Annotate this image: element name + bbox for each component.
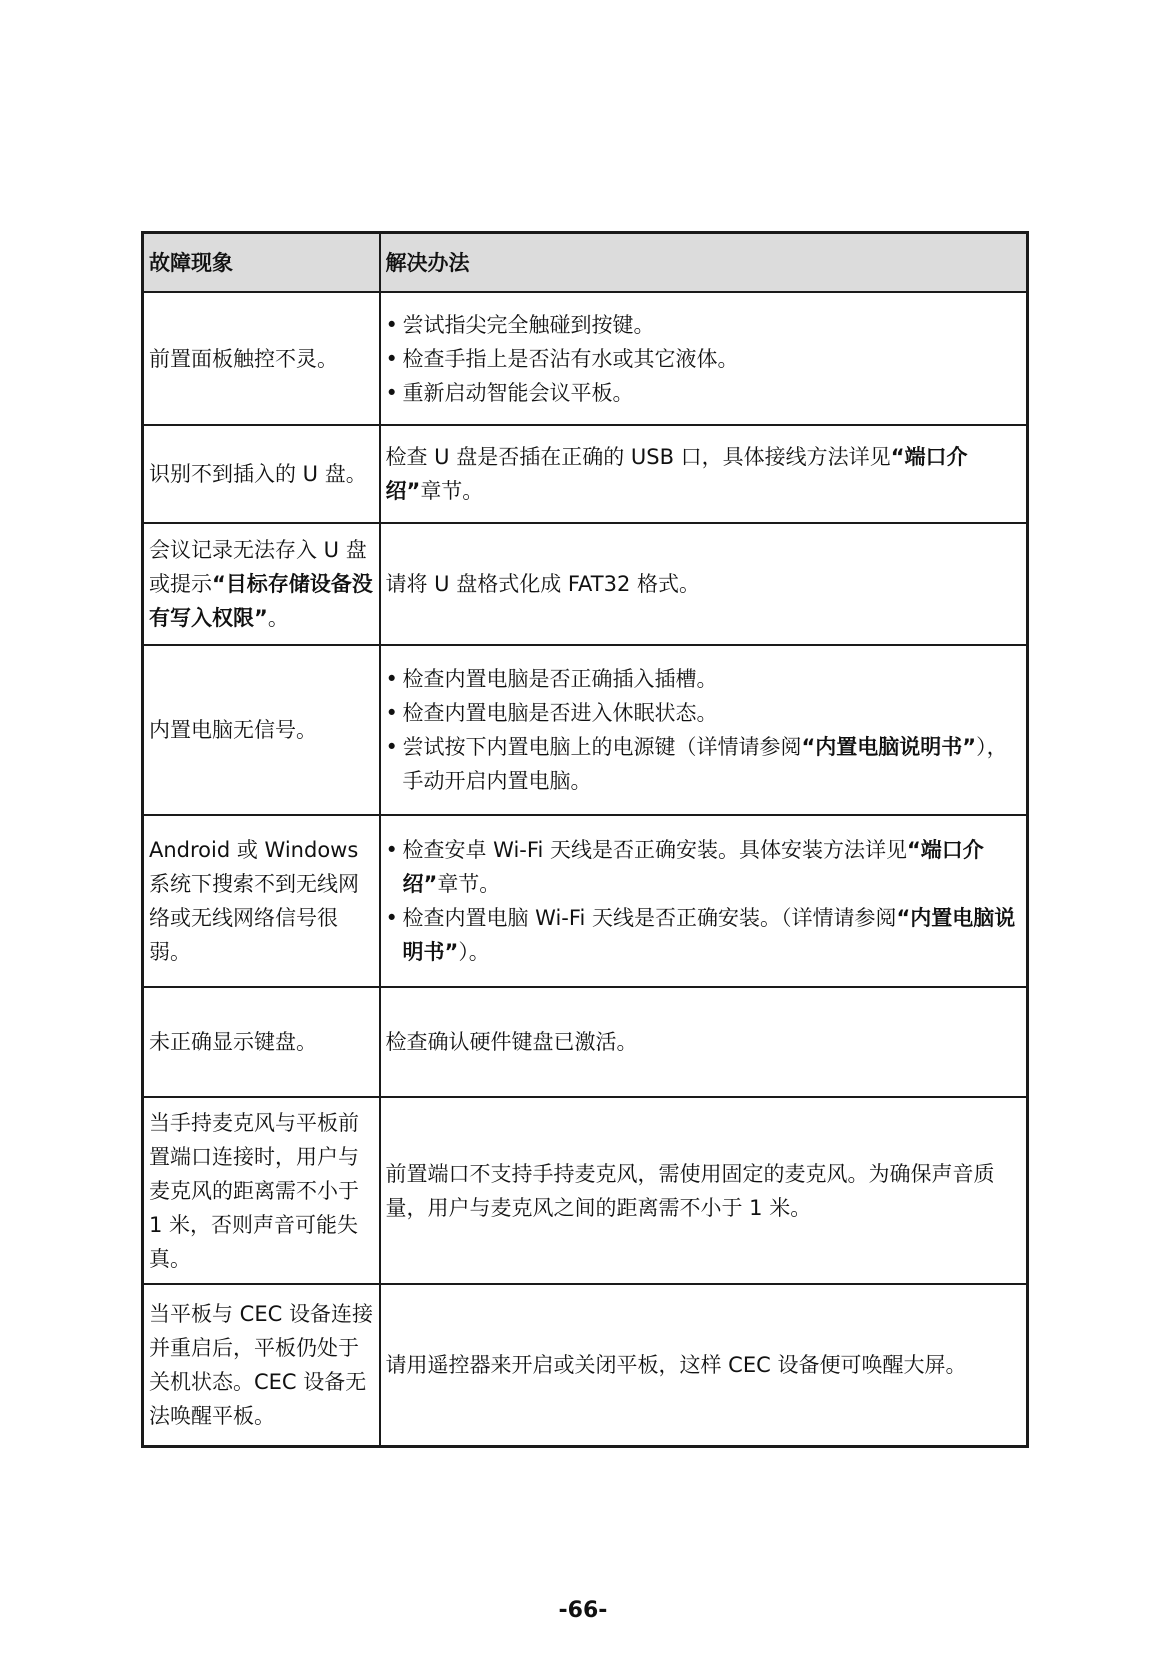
list-item	[386, 833, 1023, 901]
solution-text-end: 章节。	[420, 479, 484, 503]
manual-reference: “内置电脑说明书”	[402, 906, 1016, 964]
list-item-text-end: ）。	[458, 940, 490, 964]
symptom-cell: 前置面板触控不灵。	[143, 292, 380, 425]
solution-cell: 请用遥控器来开启或关闭平板，这样 CEC 设备便可唤醒大屏。	[380, 1284, 1028, 1446]
page-number: -66-	[558, 1598, 608, 1623]
manual-reference: “内置电脑说明书”	[801, 735, 977, 759]
symptom-cell: 未正确显示键盘。	[143, 987, 380, 1097]
list-item: • 检查内置电脑是否正确插入插槽。	[386, 662, 1023, 696]
solution-cell	[380, 292, 1028, 425]
table-row	[143, 425, 1028, 523]
troubleshooting-table-wrapper	[141, 231, 1026, 1448]
symptom-cell: 当平板与 CEC 设备连接并重启后，平板仍处于关机状态。CEC 设备无法唤醒平板。	[143, 1284, 380, 1446]
solution-cell	[380, 815, 1028, 987]
table-row	[143, 1097, 1028, 1284]
table-row	[143, 523, 1028, 645]
symptom-cell: Android 或 Windows 系统下搜索不到无线网络或无线网络信号很弱。	[143, 815, 380, 987]
list-item: • 尝试指尖完全触碰到按键。	[386, 308, 1023, 342]
list-item-text-end: ），手动开启内置电脑。	[402, 735, 1008, 793]
table-row	[143, 645, 1028, 815]
solution-cell	[380, 425, 1028, 523]
list-item-text: 检查安卓 Wi-Fi 天线是否正确安装。具体安装方法详见	[402, 838, 907, 862]
table-row	[143, 987, 1028, 1097]
table-row	[143, 1284, 1028, 1446]
symptom-text-end: 。	[267, 606, 289, 630]
list-item	[386, 730, 1023, 798]
symptom-text: 会议记录无法存入 U 盘或提示	[149, 538, 367, 596]
error-message: “目标存储设备没有写入权限”	[149, 572, 373, 630]
solution-text: 检查 U 盘是否插在正确的 USB 口，具体接线方法详见	[385, 445, 891, 469]
table-row	[143, 292, 1028, 425]
solution-cell	[380, 645, 1028, 815]
solution-cell: 前置端口不支持手持麦克风，需使用固定的麦克风。为确保声音质量，用户与麦克风之间的距离需不小于 1 米。	[380, 1097, 1028, 1284]
list-item-text-end: 章节。	[437, 872, 501, 896]
solution-list	[386, 308, 1023, 410]
header-solution: 解决办法	[380, 233, 1028, 293]
symptom-cell	[143, 523, 380, 645]
list-item: • 重新启动智能会议平板。	[386, 376, 1023, 410]
section-reference: “端口介绍”	[385, 445, 968, 503]
symptom-cell: 当手持麦克风与平板前置端口连接时，用户与麦克风的距离需不小于 1 米，否则声音可能失真。	[143, 1097, 380, 1284]
list-item: • 检查内置电脑是否进入休眠状态。	[386, 696, 1023, 730]
solution-cell: 检查确认硬件键盘已激活。	[380, 987, 1028, 1097]
list-item-text: 尝试按下内置电脑上的电源键（详情请参阅	[402, 735, 802, 759]
solution-list	[386, 662, 1023, 798]
troubleshooting-table	[141, 231, 1029, 1448]
symptom-cell: 识别不到插入的 U 盘。	[143, 425, 380, 523]
section-reference: “端口介绍”	[402, 838, 984, 896]
solution-cell: 请将 U 盘格式化成 FAT32 格式。	[380, 523, 1028, 645]
symptom-cell: 内置电脑无信号。	[143, 645, 380, 815]
list-item: • 检查手指上是否沾有水或其它液体。	[386, 342, 1023, 376]
header-symptom: 故障现象	[143, 233, 380, 293]
solution-list	[386, 833, 1023, 969]
list-item	[386, 901, 1023, 969]
table-header-row	[143, 233, 1028, 293]
table-row	[143, 815, 1028, 987]
list-item-text: 检查内置电脑 Wi-Fi 天线是否正确安装。（详情请参阅	[402, 906, 897, 930]
